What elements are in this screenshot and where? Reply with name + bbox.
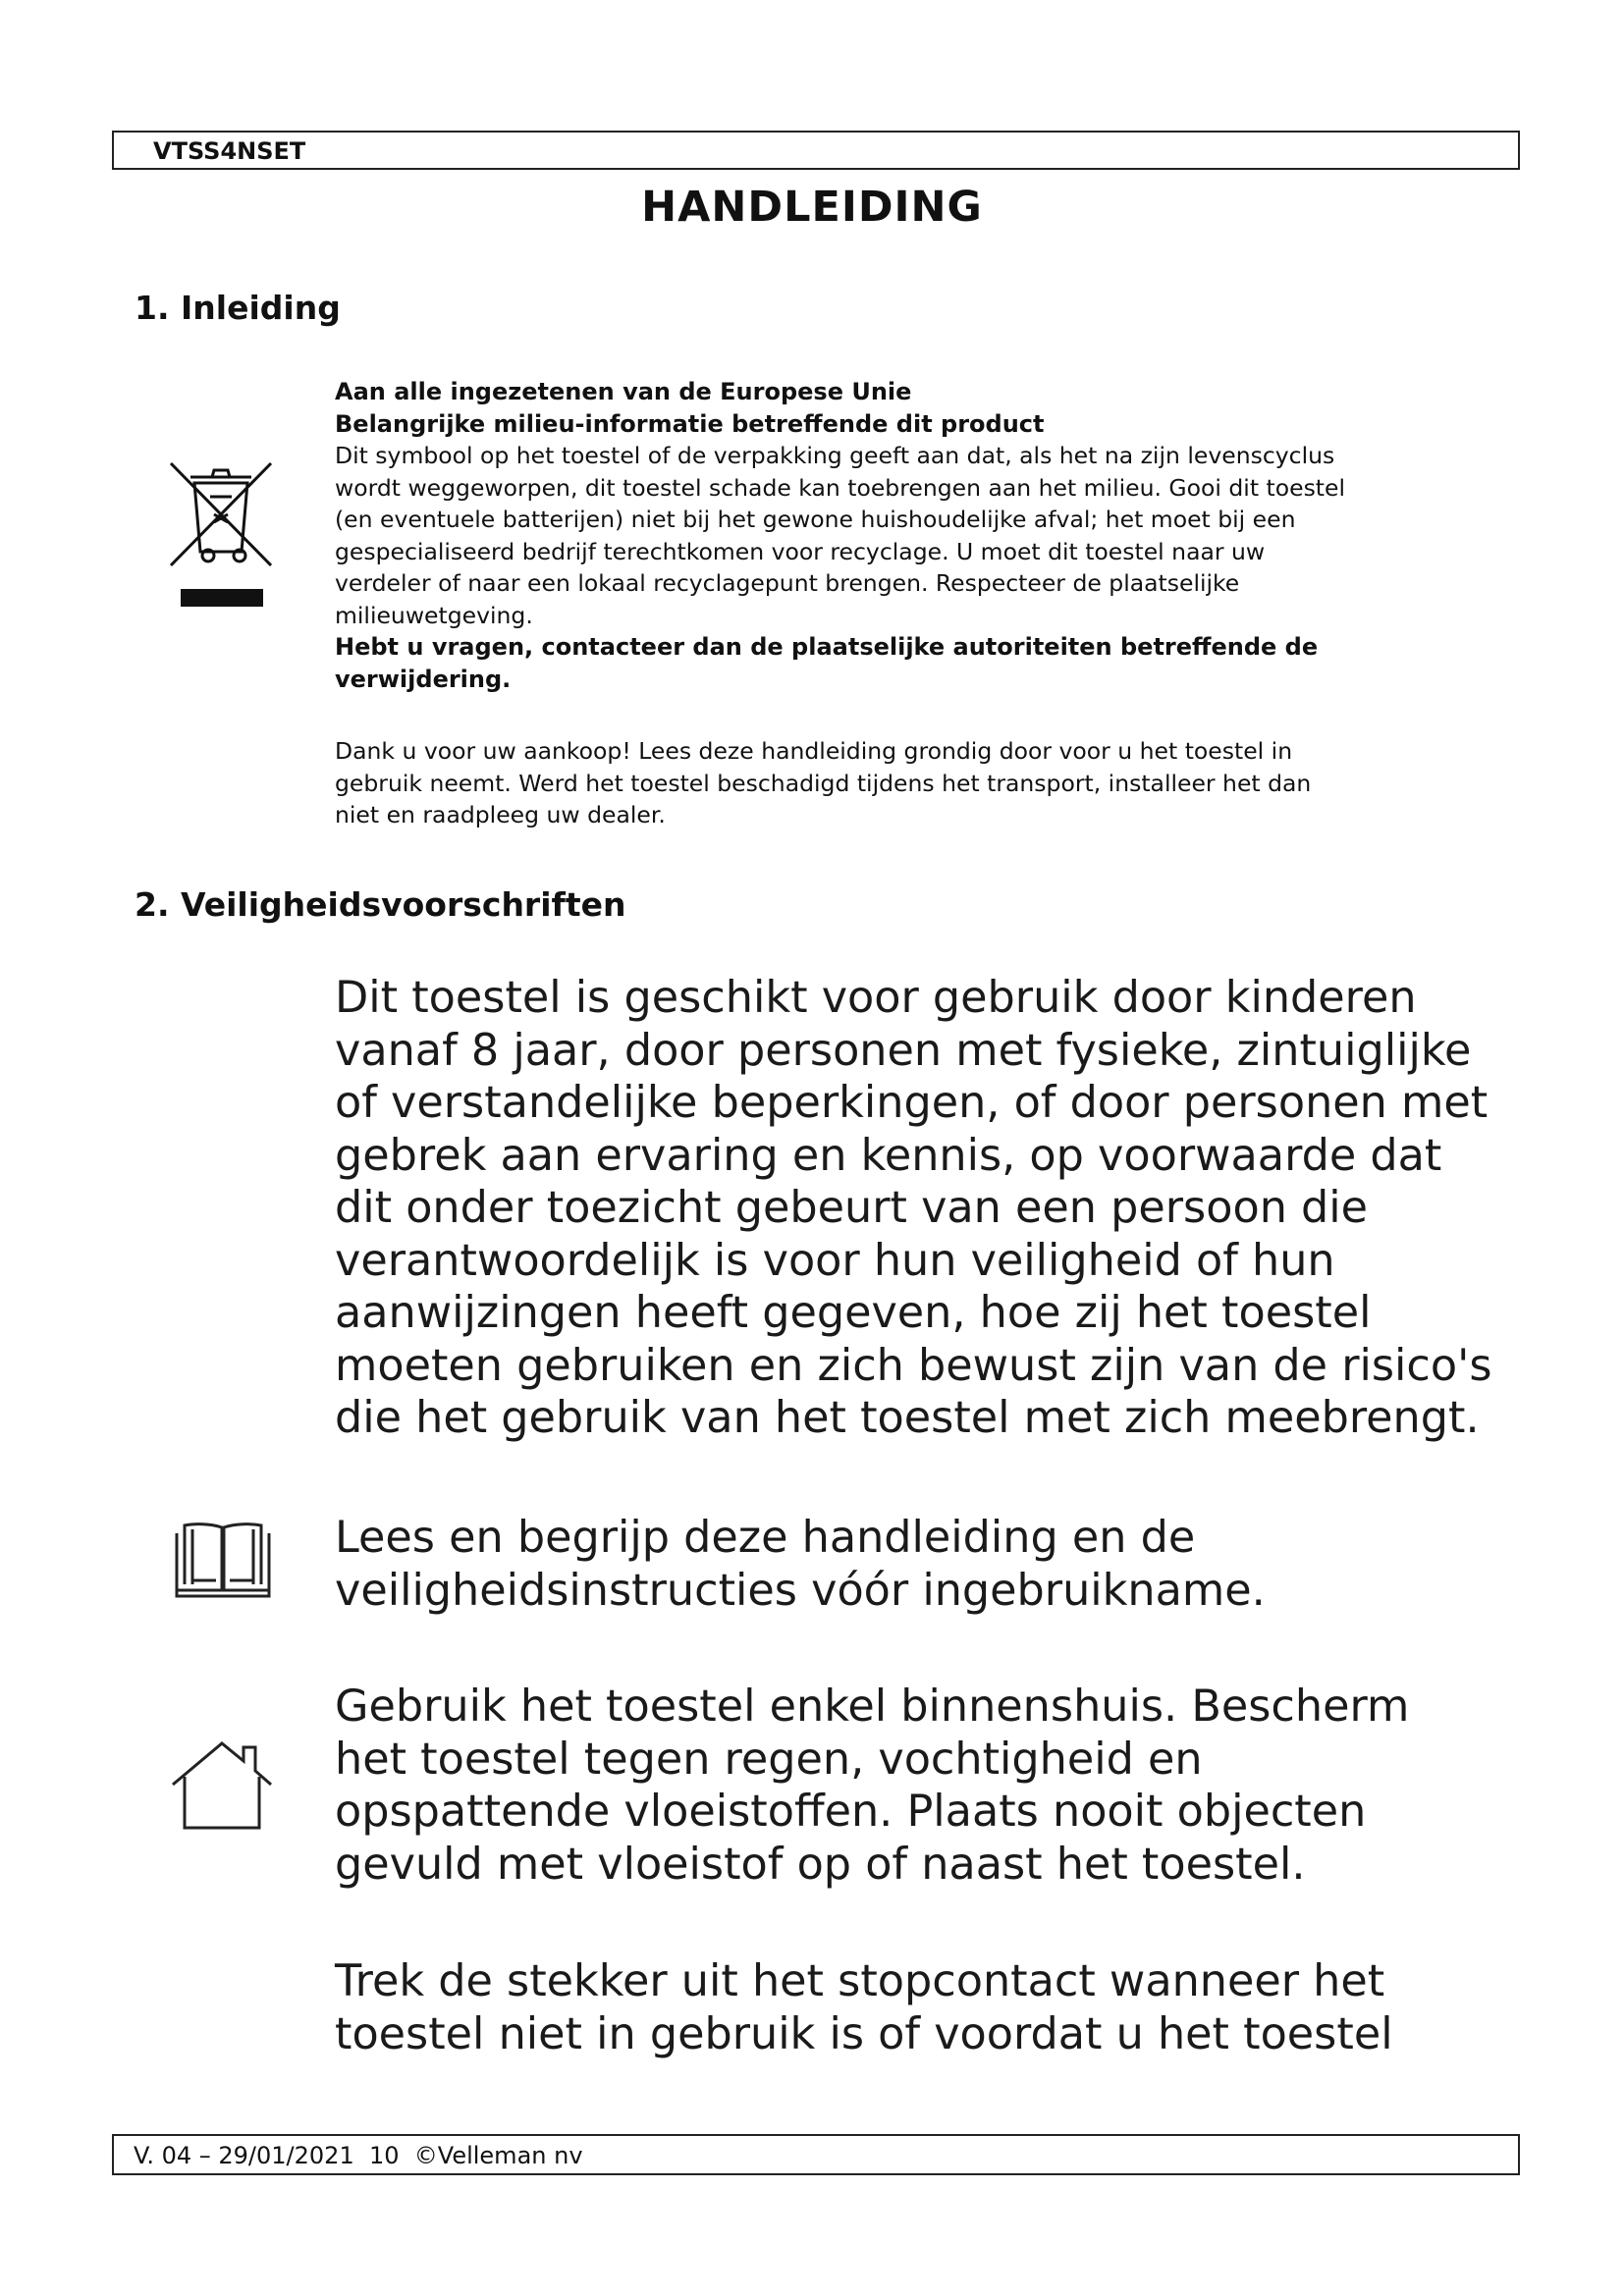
section-heading-safety: 2. Veiligheidsvoorschriften: [135, 885, 626, 924]
section-heading-introduction: 1. Inleiding: [135, 289, 341, 327]
safety-line: Trek de stekker uit het stopcontact wanneer het: [335, 1956, 1385, 2006]
safety-paragraph-unplug: [335, 1955, 1513, 2060]
safety-paragraph-children: [335, 972, 1513, 1445]
weee-text-line: (en eventuele batterijen) niet bij het gewone huishoudelijke afval; het moet bij een: [335, 506, 1296, 533]
safety-line: gebrek aan ervaring en kennis, op voorwaarde dat: [335, 1130, 1442, 1181]
safety-line: of verstandelijke beperkingen, of door personen met: [335, 1078, 1489, 1128]
weee-text-line: Dit symbool op het toestel of de verpakking geeft aan dat, als het na zijn levenscyclus: [335, 442, 1335, 469]
contact-authorities-line: verwijdering.: [335, 665, 512, 693]
thank-you-notice: [335, 735, 1484, 831]
safety-line: gevuld met vloeistof op of naast het toestel.: [335, 1839, 1306, 1890]
thanks-line: niet en raadpleeg uw dealer.: [335, 801, 666, 828]
weee-text-line: milieuwetgeving.: [335, 601, 533, 629]
safety-line: die het gebruik van het toestel met zich meebrengt.: [335, 1393, 1480, 1443]
safety-line: Lees en begrijp deze handleiding en de: [335, 1513, 1196, 1563]
safety-line: Gebruik het toestel enkel binnenshuis. Bescherm: [335, 1682, 1410, 1732]
house-icon: [169, 1737, 275, 1832]
thanks-line: gebruik neemt. Werd het toestel beschadigd tijdens het transport, installeer het dan: [335, 769, 1312, 797]
product-code: VTSS4NSET: [153, 137, 306, 165]
safety-paragraph-read-manual: [335, 1512, 1513, 1617]
footer-version-text: V. 04 – 29/01/2021 10 ©Velleman nv: [134, 2142, 583, 2169]
safety-line: het toestel tegen regen, vochtigheid en: [335, 1734, 1203, 1785]
safety-line: veiligheidsinstructies vóór ingebruikname.: [335, 1565, 1266, 1616]
weee-text-line: verdeler of naar een lokaal recyclagepunt brengen. Respecteer de plaatselijke: [335, 569, 1240, 597]
eu-residents-title: Aan alle ingezetenen van de Europese Unie: [335, 378, 912, 405]
page-header: [112, 131, 1520, 170]
open-book-icon: [173, 1520, 273, 1600]
weee-notice: [335, 376, 1484, 695]
safety-line: vanaf 8 jaar, door personen met fysieke, zintuiglijke: [335, 1025, 1472, 1076]
thanks-line: Dank u voor uw aankoop! Lees deze handleiding grondig door voor u het toestel in: [335, 737, 1293, 765]
safety-line: opspattende vloeistoffen. Plaats nooit objecten: [335, 1787, 1367, 1837]
weee-text-line: wordt weggeworpen, dit toestel schade kan toebrengen aan het milieu. Gooi dit toestel: [335, 473, 1346, 502]
page-footer: [112, 2134, 1520, 2175]
safety-line: verantwoordelijk is voor hun veiligheid of hun: [335, 1235, 1335, 1286]
safety-line: dit onder toezicht gebeurt van een persoon die: [335, 1183, 1369, 1233]
safety-paragraph-indoor-use: [335, 1681, 1513, 1891]
safety-line: aanwijzingen heeft gegeven, hoe zij het toestel: [335, 1288, 1372, 1338]
safety-line: moeten gebruiken en zich bewust zijn van de risico's: [335, 1340, 1492, 1391]
contact-authorities-line: Hebt u vragen, contacteer dan de plaatselijke autoriteiten betreffende de: [335, 633, 1319, 661]
environment-info-title: Belangrijke milieu-informatie betreffende dit product: [335, 409, 1045, 438]
safety-line: toestel niet in gebruik is of voordat u het toestel: [335, 2008, 1393, 2059]
document-title: HANDLEIDING: [641, 183, 983, 232]
safety-line: Dit toestel is geschikt voor gebruik door kinderen: [335, 973, 1417, 1023]
crossed-out-wheelie-bin-icon: [165, 457, 277, 611]
weee-text-line: gespecialiseerd bedrijf terechtkomen voor recyclage. U moet dit toestel naar uw: [335, 537, 1266, 565]
